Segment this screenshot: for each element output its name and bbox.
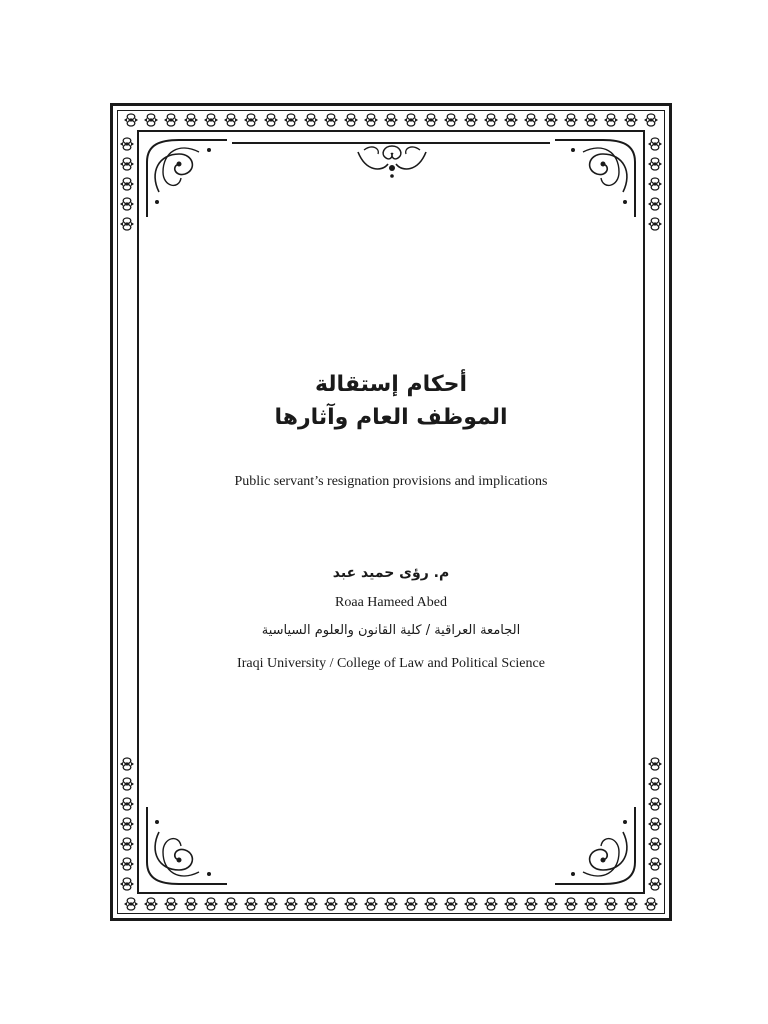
arabic-title: [137, 368, 645, 434]
inner-border: [137, 130, 645, 894]
affiliation-english: Iraqi University / College of Law and Political Science: [237, 656, 545, 671]
corner-flourish-icon: [553, 132, 643, 222]
corner-flourish-icon: [553, 802, 643, 892]
arabic-title-line-2: الموظف العام وآثارها: [274, 405, 508, 430]
corner-flourish-icon: [139, 132, 229, 222]
author-name-english: Roaa Hameed Abed: [335, 595, 447, 610]
author-name-arabic: م. رؤى حميد عبد: [332, 565, 450, 581]
corner-flourish-icon: [139, 802, 229, 892]
affiliation-arabic: الجامعة العراقية / كلية القانون والعلوم السياسية: [261, 623, 521, 638]
arabic-title-line-1: أحكام إستقالة: [314, 372, 468, 397]
english-title: Public servant’s resignation provisions and implications: [234, 474, 548, 489]
center-flourish-icon: [354, 142, 430, 182]
